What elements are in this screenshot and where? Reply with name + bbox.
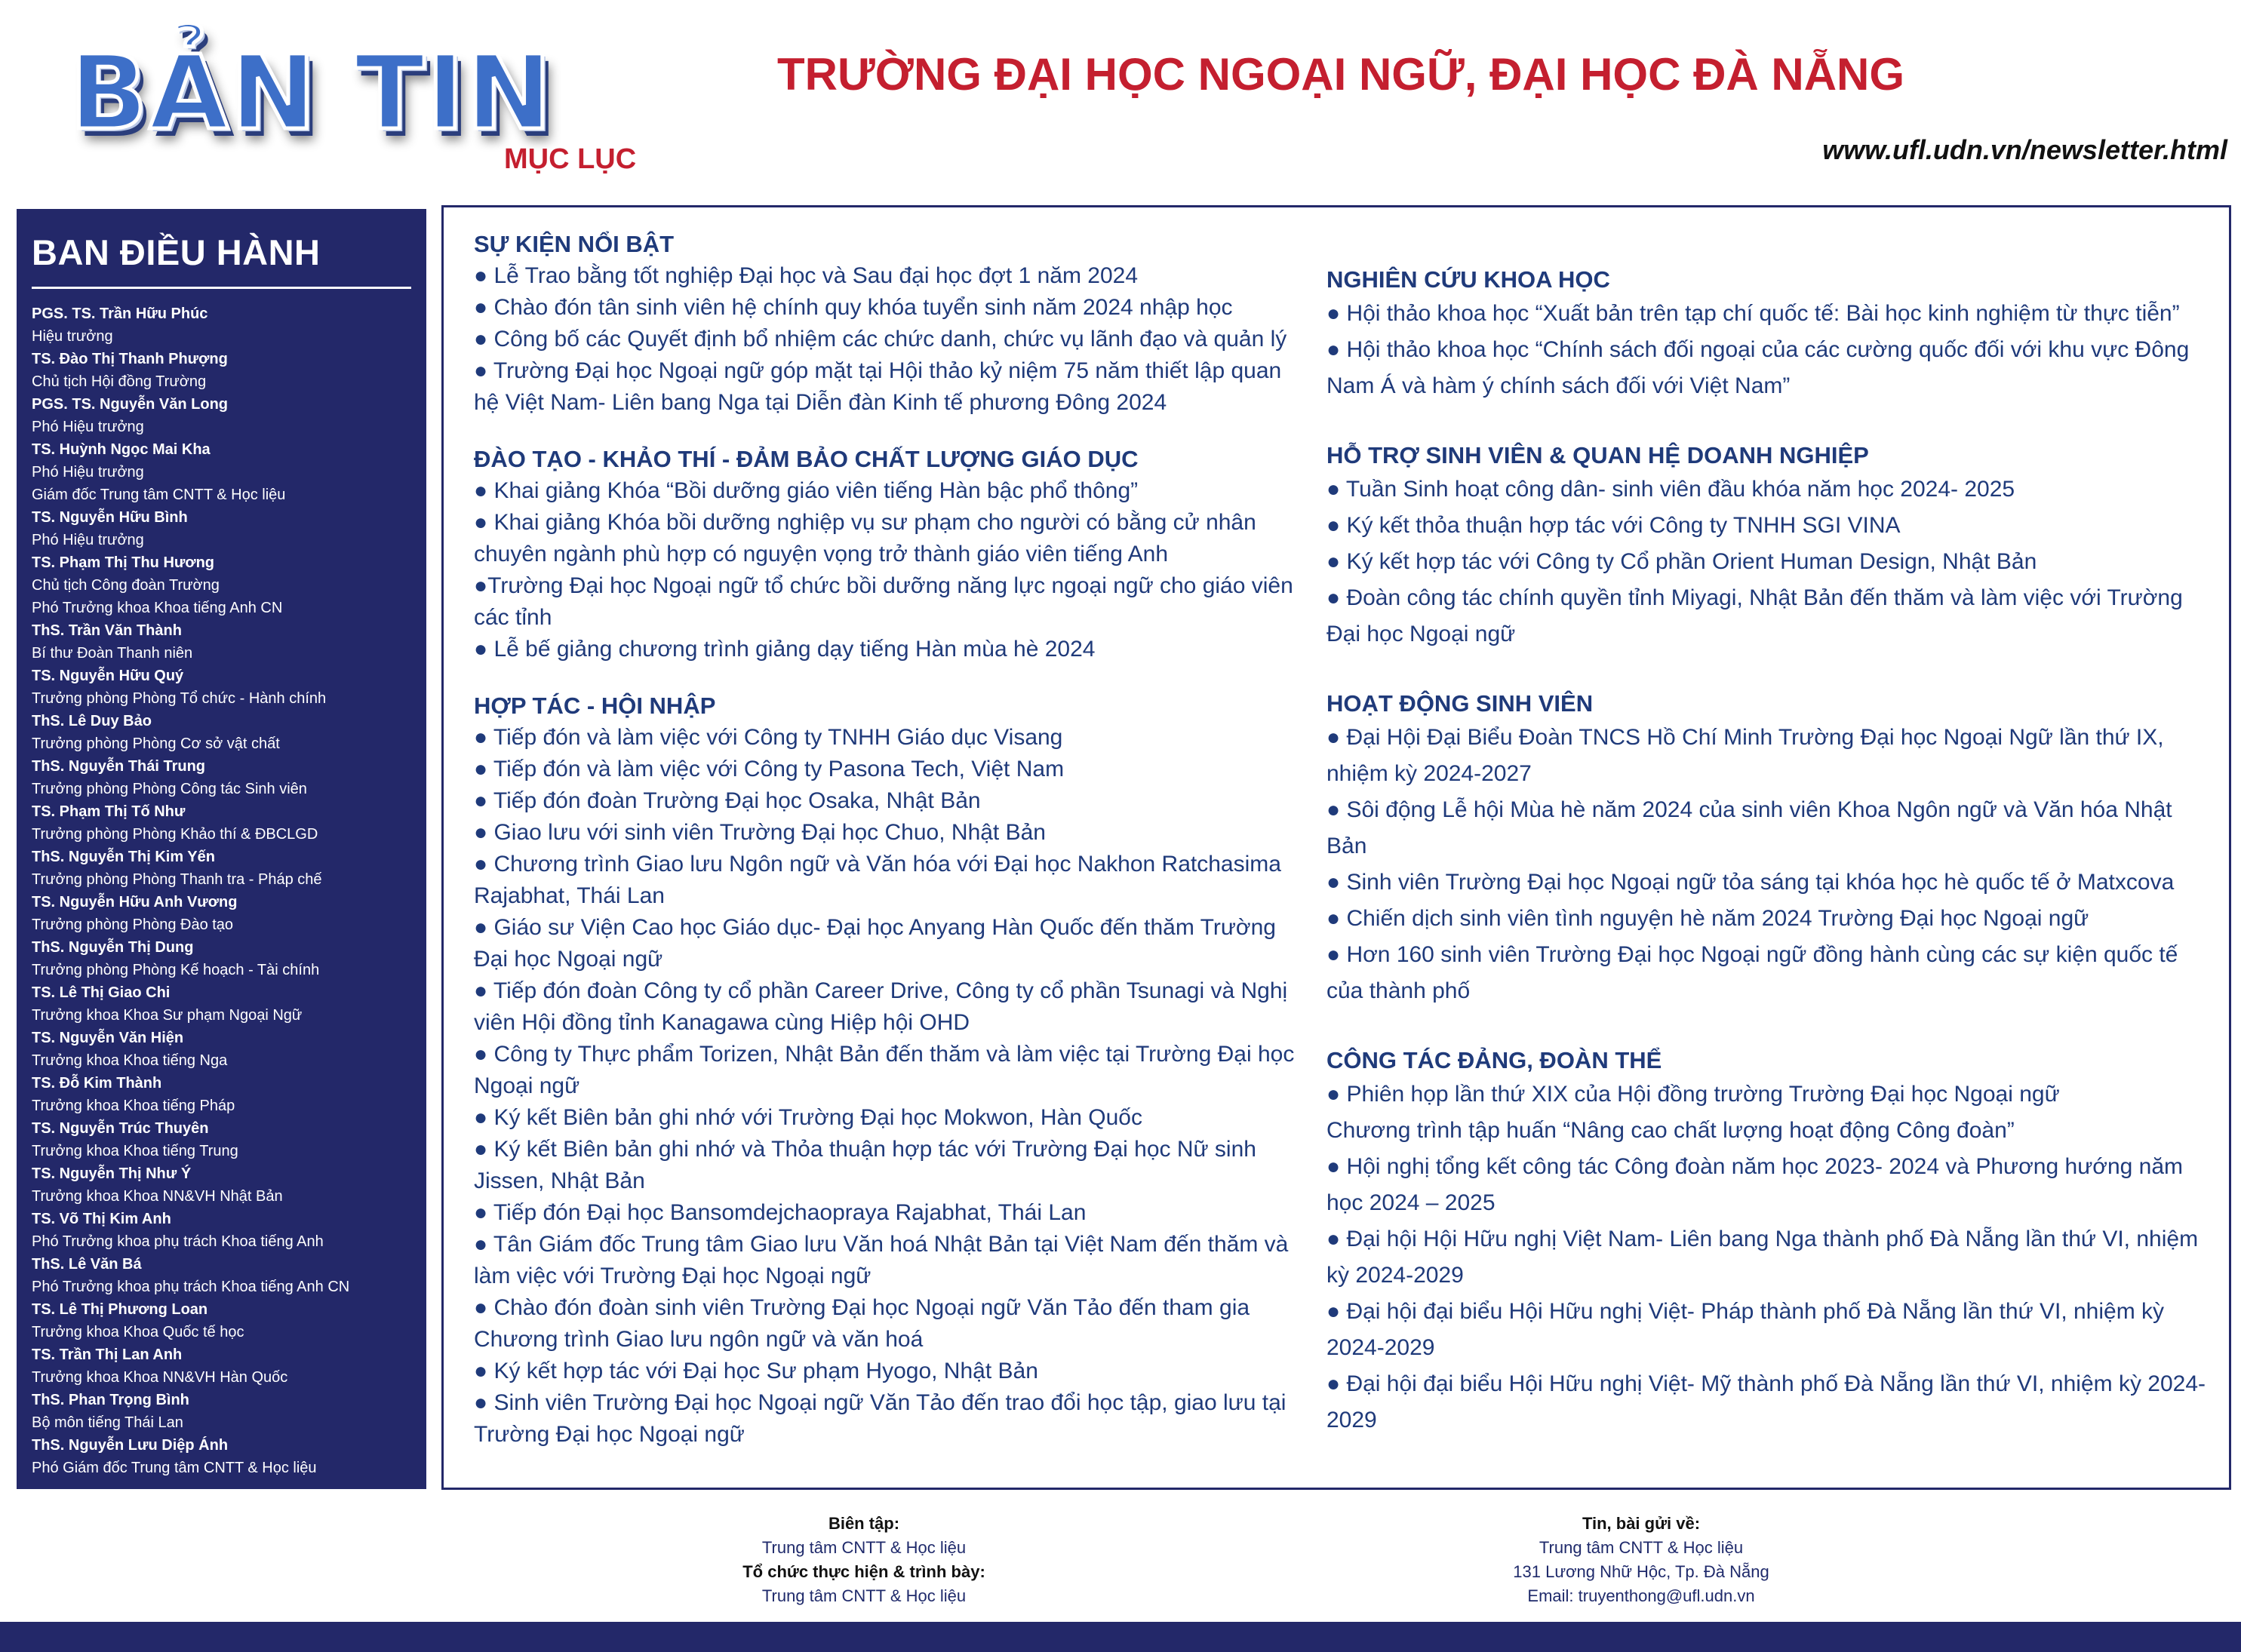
toc-item[interactable]: ● Tiếp đón đoàn Trường Đại học Osaka, Nhật Bản (474, 788, 981, 813)
contact-email[interactable]: Email: truyenthong@ufl.udn.vn (1527, 1586, 1755, 1605)
editor-label: Biên tập: (828, 1514, 900, 1533)
table-of-contents (441, 205, 2231, 1490)
member-item (32, 1434, 411, 1479)
member-name: TS. Phạm Thị Thu Hương (32, 554, 215, 571)
member-item (32, 348, 411, 393)
executive-board-sidebar (17, 209, 426, 1489)
member-name: ThS. Nguyễn Thái Trung (32, 758, 205, 775)
toc-item[interactable]: ● Khai giảng Khóa “Bồi dưỡng giáo viên tiếng Hàn bậc phổ thông” (474, 478, 1139, 503)
toc-item[interactable]: ● Giao lưu với sinh viên Trường Đại học Chuo, Nhật Bản (474, 820, 1046, 845)
member-item (32, 1253, 411, 1298)
toc-item[interactable]: ● Lễ bế giảng chương trình giảng dạy tiếng Hàn mùa hè 2024 (474, 637, 1096, 662)
member-item (32, 1208, 411, 1253)
toc-item[interactable]: Chương trình tập huấn “Nâng cao chất lượng hoạt động Công đoàn” (1326, 1118, 2015, 1143)
toc-item[interactable]: ● Tân Giám đốc Trung tâm Giao lưu Văn hoá Nhật Bản tại Việt Nam đến thăm và làm việc với Trường Đại học Ngoại ngữ (474, 1232, 1289, 1288)
member-name: PGS. TS. Trần Hữu Phúc (32, 306, 208, 322)
member-item (32, 846, 411, 891)
member-name: ThS. Lê Duy Bảo (32, 713, 152, 729)
toc-section (1326, 264, 2209, 404)
member-item (32, 800, 411, 846)
member-name: TS. Nguyễn Trúc Thuyên (32, 1120, 209, 1137)
section-title: HOẠT ĐỘNG SINH VIÊN (1326, 690, 1594, 717)
toc-item[interactable]: ● Hội thảo khoa học “Chính sách đối ngoại của các cường quốc đối với khu vực Đông Nam Á và hàm ý chính sách đối với Việt Nam” (1326, 337, 2190, 398)
toc-item[interactable]: ● Sôi động Lễ hội Mùa hè năm 2024 của sinh viên Khoa Ngôn ngữ và Văn hóa Nhật Bản (1326, 797, 2172, 858)
member-position: Hiệu trưởng (32, 328, 113, 345)
member-position: Bí thư Đoàn Thanh niên (32, 645, 193, 662)
member-name: TS. Huỳnh Ngọc Mai Kha (32, 441, 211, 458)
toc-item[interactable]: ● Ký kết hợp tác với Công ty Cổ phần Orient Human Design, Nhật Bản (1326, 549, 2037, 574)
toc-item[interactable]: ● Ký kết thỏa thuận hợp tác với Công ty TNHH SGI VINA (1326, 513, 1901, 538)
toc-section (474, 229, 1304, 419)
toc-item[interactable]: ● Đại Hội Đại Biểu Đoàn TNCS Hồ Chí Minh Trường Đại học Ngoại Ngữ lần thứ IX, nhiệm kỳ 2024-2027 (1326, 725, 2164, 786)
member-position: Trưởng khoa Khoa tiếng Pháp (32, 1098, 235, 1114)
toc-item[interactable]: ● Sinh viên Trường Đại học Ngoại ngữ Văn Tảo đến trao đổi học tập, giao lưu tại Trường Đại học Ngoại ngữ (474, 1390, 1286, 1447)
member-position: Trưởng phòng Phòng Kế hoạch - Tài chính (32, 962, 320, 978)
member-item (32, 393, 411, 438)
member-position: Giám đốc Trung tâm CNTT & Học liệu (32, 487, 286, 503)
toc-item[interactable]: ● Công ty Thực phẩm Torizen, Nhật Bản đến thăm và làm việc tại Trường Đại học Ngoại ngữ (474, 1042, 1295, 1098)
member-name: ThS. Nguyễn Thị Dung (32, 939, 194, 956)
member-position: Trưởng khoa Khoa Sư phạm Ngoại Ngữ (32, 1007, 303, 1024)
member-position: Trưởng phòng Phòng Đào tạo (32, 917, 234, 933)
member-name: TS. Lê Thị Giao Chi (32, 984, 171, 1001)
producer-label: Tổ chức thực hiện & trình bày: (742, 1562, 985, 1581)
member-item (32, 506, 411, 551)
member-item (32, 665, 411, 710)
send-label: Tin, bài gửi về: (1582, 1514, 1701, 1533)
section-title: CÔNG TÁC ĐẢNG, ĐOÀN THỂ (1326, 1047, 1662, 1073)
toc-item[interactable]: ● Đại hội đại biểu Hội Hữu nghị Việt- Mỹ thành phố Đà Nẵng lần thứ VI, nhiệm kỳ 2024-2029 (1326, 1371, 2206, 1432)
member-list (32, 302, 411, 1479)
footer-contact (1434, 1512, 1849, 1608)
member-name: TS. Trần Thị Lan Anh (32, 1346, 183, 1363)
toc-section (1326, 688, 2209, 1009)
member-item (32, 302, 411, 348)
member-name: TS. Đào Thị Thanh Phượng (32, 351, 228, 367)
editor-value: Trung tâm CNTT & Học liệu (761, 1538, 967, 1557)
member-item (32, 438, 411, 506)
member-position: Chủ tịch Hội đồng Trường (32, 373, 207, 390)
member-name: ThS. Nguyễn Lưu Diệp Ánh (32, 1437, 229, 1454)
toc-item[interactable]: ● Ký kết hợp tác với Đại học Sư phạm Hyogo, Nhật Bản (474, 1359, 1038, 1383)
member-item (32, 1072, 411, 1117)
member-name: TS. Đỗ Kim Thành (32, 1075, 162, 1092)
toc-item[interactable]: ● Hội thảo khoa học “Xuất bản trên tạp chí quốc tế: Bài học kinh nghiệm từ thực tiễn” (1326, 301, 2180, 326)
member-name: TS. Võ Thị Kim Anh (32, 1211, 171, 1227)
member-name: TS. Nguyễn Hữu Quý (32, 668, 184, 684)
member-position: Bộ môn tiếng Thái Lan (32, 1414, 183, 1431)
member-position: Phó Trưởng khoa phụ trách Khoa tiếng Anh (32, 1233, 324, 1250)
member-position: Phó Hiệu trưởng (32, 419, 144, 435)
toc-section (1326, 1045, 2209, 1439)
contact-org: Trung tâm CNTT & Học liệu (1539, 1538, 1744, 1557)
toc-section (1326, 440, 2209, 653)
newsletter-url[interactable]: www.ufl.udn.vn/newsletter.html (1822, 134, 2227, 165)
toc-item[interactable]: ● Đại hội đại biểu Hội Hữu nghị Việt- Pháp thành phố Đà Nẵng lần thứ VI, nhiệm kỳ 2024-2029 (1326, 1299, 2165, 1360)
producer-value: Trung tâm CNTT & Học liệu (761, 1586, 967, 1605)
member-name: TS. Lê Thị Phương Loan (32, 1301, 208, 1318)
member-position: Trưởng khoa Khoa tiếng Trung (32, 1143, 238, 1159)
member-item (32, 1389, 411, 1434)
member-item (32, 1027, 411, 1072)
toc-item[interactable]: ● Chào đón tân sinh viên hệ chính quy khóa tuyển sinh năm 2024 nhập học (474, 295, 1233, 320)
member-position: Trưởng khoa Khoa Quốc tế học (32, 1324, 244, 1340)
member-position: Trưởng phòng Phòng Tổ chức - Hành chính (32, 690, 327, 707)
toc-item[interactable]: ● Khai giảng Khóa bồi dưỡng nghiệp vụ sư phạm cho người có bằng cử nhân chuyên ngành phù hợp có nguyện vọng trở thành giáo viên tiếng Anh (474, 510, 1256, 567)
section-title: NGHIÊN CỨU KHOA HỌC (1326, 266, 1610, 293)
member-position: Trưởng phòng Phòng Cơ sở vật chất (32, 735, 280, 752)
toc-item[interactable]: ● Ký kết Biên bản ghi nhớ với Trường Đại học Mokwon, Hàn Quốc (474, 1105, 1142, 1130)
contact-address: 131 Lương Nhữ Hộc, Tp. Đà Nẵng (1513, 1562, 1769, 1581)
toc-right-column (1326, 207, 2209, 1474)
section-title: ĐÀO TẠO - KHẢO THÍ - ĐẢM BẢO CHẤT LƯỢNG GIÁO DỤC (474, 446, 1139, 472)
toc-item[interactable]: ● Sinh viên Trường Đại học Ngoại ngữ tỏa sáng tại khóa học hè quốc tế ở Matxcova (1326, 870, 2175, 895)
toc-item[interactable]: ● Đoàn công tác chính quyền tỉnh Miyagi, Nhật Bản đến thăm và làm việc với Trường Đại học Ngoại ngữ (1326, 585, 2183, 646)
member-position: Phó Giám đốc Trung tâm CNTT & Học liệu (32, 1460, 317, 1476)
member-name: ThS. Lê Văn Bá (32, 1256, 142, 1273)
member-name: TS. Nguyễn Hữu Bình (32, 509, 188, 526)
toc-left-column (474, 207, 1304, 1475)
member-item (32, 710, 411, 755)
member-name: TS. Nguyễn Hữu Anh Vương (32, 894, 238, 910)
member-item (32, 755, 411, 800)
toc-item[interactable]: ● Tiếp đón và làm việc với Công ty TNHH Giáo dục Visang (474, 725, 1063, 750)
toc-item[interactable]: ● Giáo sư Viện Cao học Giáo dục- Đại học Anyang Hàn Quốc đến thăm Trường Đại học Ngoại ngữ (474, 915, 1276, 972)
sidebar-title: BAN ĐIỀU HÀNH (32, 223, 411, 289)
footer-bar (0, 1622, 2241, 1652)
member-item (32, 1343, 411, 1389)
toc-heading: MỤC LỤC (504, 143, 637, 175)
member-item (32, 936, 411, 981)
section-title: HỢP TÁC - HỘI NHẬP (474, 692, 716, 719)
toc-item[interactable]: ● Lễ Trao bằng tốt nghiệp Đại học và Sau đại học đợt 1 năm 2024 (474, 263, 1139, 288)
toc-item[interactable]: ● Tiếp đón và làm việc với Công ty Pasona Tech, Việt Nam (474, 757, 1065, 781)
member-name: PGS. TS. Nguyễn Văn Long (32, 396, 229, 413)
newsletter-logo: BẢN TIN (69, 34, 554, 153)
member-name: ThS. Nguyễn Thị Kim Yến (32, 849, 215, 865)
member-item (32, 1162, 411, 1208)
member-item (32, 1117, 411, 1162)
member-item (32, 551, 411, 619)
toc-section (474, 690, 1304, 1451)
toc-item[interactable]: ● Hơn 160 sinh viên Trường Đại học Ngoại ngữ đồng hành cùng các sự kiện quốc tế của thành phố (1326, 942, 2178, 1003)
toc-item[interactable]: ● Phiên họp lần thứ XIX của Hội đồng trường Trường Đại học Ngoại ngữ (1326, 1082, 2060, 1107)
member-position: Trưởng phòng Phòng Công tác Sinh viên (32, 781, 307, 797)
footer-editorial (656, 1512, 1071, 1608)
member-position: Trưởng khoa Khoa tiếng Nga (32, 1052, 228, 1069)
toc-item[interactable]: ● Chào đón đoàn sinh viên Trường Đại học Ngoại ngữ Văn Tảo đến tham gia Chương trình Giao lưu ngôn ngữ và văn hoá (474, 1295, 1250, 1352)
member-name: TS. Phạm Thị Tố Như (32, 803, 186, 820)
member-name: ThS. Phan Trọng Bình (32, 1392, 189, 1408)
member-name: TS. Nguyễn Thị Như Ý (32, 1165, 192, 1182)
member-position: Chủ tịch Công đoàn Trường (32, 577, 220, 594)
member-position: Phó Hiệu trưởng (32, 532, 144, 548)
member-position: Trưởng phòng Phòng Khảo thí & ĐBCLGD (32, 826, 318, 843)
member-position: Phó Trưởng khoa phụ trách Khoa tiếng Anh CN (32, 1279, 350, 1295)
member-item (32, 619, 411, 665)
section-title: SỰ KIỆN NỔI BẬT (474, 231, 675, 257)
member-name: TS. Nguyễn Văn Hiện (32, 1030, 184, 1046)
member-item (32, 891, 411, 936)
toc-item[interactable]: ●Trường Đại học Ngoại ngữ tổ chức bồi dưỡng năng lực ngoại ngữ cho giáo viên các tỉnh (474, 573, 1293, 630)
toc-item[interactable]: ● Tiếp đón đoàn Công ty cổ phần Career Drive, Công ty cổ phần Tsunagi và Nghị viên Hội đồng tỉnh Kanagawa cùng Hiệp hội OHD (474, 978, 1288, 1035)
toc-item[interactable]: ● Tiếp đón Đại học Bansomdejchaopraya Rajabhat, Thái Lan (474, 1200, 1087, 1225)
toc-item[interactable]: ● Ký kết Biên bản ghi nhớ và Thỏa thuận hợp tác với Trường Đại học Nữ sinh Jissen, Nhật Bản (474, 1137, 1256, 1193)
toc-item[interactable]: ● Chiến dịch sinh viên tình nguyện hè năm 2024 Trường Đại học Ngoại ngữ (1326, 906, 2089, 931)
member-name: ThS. Trần Văn Thành (32, 622, 182, 639)
section-title: HỖ TRỢ SINH VIÊN & QUAN HỆ DOANH NGHIỆP (1326, 442, 1869, 468)
member-position: Trưởng khoa Khoa NN&VH Nhật Bản (32, 1188, 283, 1205)
school-title: TRƯỜNG ĐẠI HỌC NGOẠI NGỮ, ĐẠI HỌC ĐÀ NẴNG (777, 49, 1905, 100)
toc-item[interactable]: ● Chương trình Giao lưu Ngôn ngữ và Văn hóa với Đại học Nakhon Ratchasima Rajabhat, Thái Lan (474, 852, 1281, 908)
member-position: Trưởng khoa Khoa NN&VH Hàn Quốc (32, 1369, 288, 1386)
toc-section (474, 444, 1304, 665)
member-item (32, 981, 411, 1027)
toc-item[interactable]: ● Tuần Sinh hoạt công dân- sinh viên đầu khóa năm học 2024- 2025 (1326, 477, 2015, 502)
member-position: Trưởng phòng Phòng Thanh tra - Pháp chế (32, 871, 322, 888)
toc-item[interactable]: ● Đại hội Hội Hữu nghị Việt Nam- Liên bang Nga thành phố Đà Nẵng lần thứ VI, nhiệm kỳ 2024-2029 (1326, 1227, 2199, 1288)
toc-item[interactable]: ● Hội nghị tổng kết công tác Công đoàn năm học 2023- 2024 và Phương hướng năm học 2024 – 2025 (1326, 1154, 2184, 1215)
member-item (32, 1298, 411, 1343)
toc-item[interactable]: ● Công bố các Quyết định bổ nhiệm các chức danh, chức vụ lãnh đạo và quản lý (474, 327, 1287, 352)
member-position: Phó Hiệu trưởng (32, 464, 144, 481)
toc-item[interactable]: ● Trường Đại học Ngoại ngữ góp mặt tại Hội thảo kỷ niệm 75 năm thiết lập quan hệ Việt Nam- Liên bang Nga tại Diễn đàn Kinh tế phương Đông 2024 (474, 358, 1282, 415)
member-position: Phó Trưởng khoa Khoa tiếng Anh CN (32, 600, 283, 616)
